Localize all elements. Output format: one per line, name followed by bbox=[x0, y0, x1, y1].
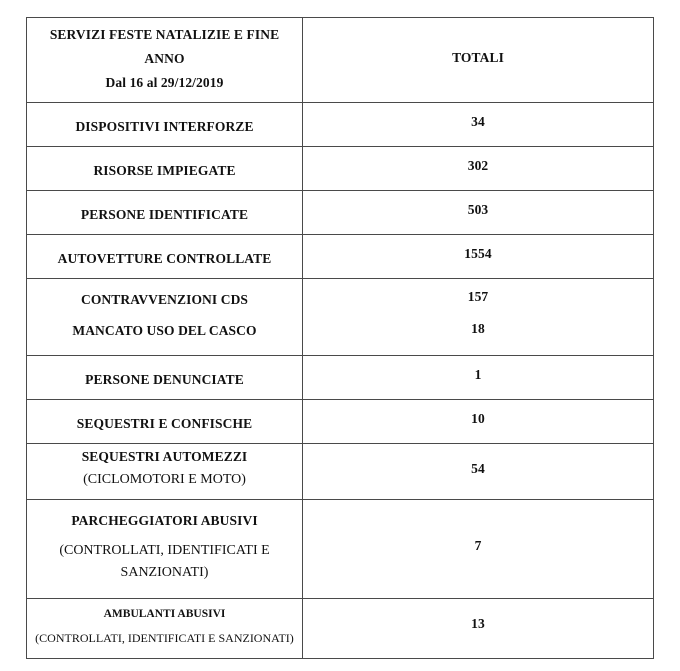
table-header-row bbox=[27, 18, 654, 103]
row-label-cell bbox=[27, 400, 303, 444]
row-label-cell bbox=[27, 147, 303, 191]
row-label: AMBULANTI ABUSIVI bbox=[103, 608, 226, 620]
row-value-cell bbox=[303, 279, 654, 356]
row-value-cell bbox=[303, 103, 654, 147]
row-value: 7 bbox=[474, 538, 482, 553]
row-label-cell bbox=[27, 500, 303, 599]
row-value: 157 bbox=[467, 289, 489, 304]
header-title-line-1: SERVIZI FESTE NATALIZIE E FINE bbox=[49, 27, 280, 42]
row-label-cell bbox=[27, 599, 303, 659]
table-row-persone-denunciate bbox=[27, 356, 654, 400]
row-sublabel-line-1: (CONTROLLATI, IDENTIFICATI E bbox=[59, 543, 270, 558]
row-value: 1 bbox=[474, 367, 482, 382]
row-value-cell bbox=[303, 400, 654, 444]
row-label: RISORSE IMPIEGATE bbox=[93, 163, 236, 178]
row-label-cell bbox=[27, 103, 303, 147]
row-label: CONTRAVVENZIONI CDS bbox=[80, 292, 249, 307]
table-row-dispositivi bbox=[27, 103, 654, 147]
header-title-line-2: ANNO bbox=[144, 51, 185, 66]
row-label: DISPOSITIVI INTERFORZE bbox=[75, 119, 254, 134]
row-value-cell bbox=[303, 147, 654, 191]
row-value-cell bbox=[303, 500, 654, 599]
table-row-ambulanti bbox=[27, 599, 654, 659]
row-label-cell bbox=[27, 356, 303, 400]
row-label: PERSONE IDENTIFICATE bbox=[80, 207, 249, 222]
row-label-cell bbox=[27, 444, 303, 500]
totals-header: TOTALI bbox=[452, 50, 504, 65]
header-title-cell bbox=[27, 18, 303, 103]
services-report-table bbox=[26, 17, 654, 659]
row-sublabel: (CICLOMOTORI E MOTO) bbox=[83, 472, 246, 487]
row-label: PARCHEGGIATORI ABUSIVI bbox=[71, 513, 258, 528]
row-label-secondary: MANCATO USO DEL CASCO bbox=[72, 323, 257, 338]
table-row-risorse bbox=[27, 147, 654, 191]
row-value: 302 bbox=[467, 158, 489, 173]
row-value: 1554 bbox=[464, 246, 492, 261]
row-value-cell bbox=[303, 191, 654, 235]
table-row-parcheggiatori bbox=[27, 500, 654, 599]
table-row-autovetture bbox=[27, 235, 654, 279]
row-value-cell bbox=[303, 599, 654, 659]
table-row-contravvenzioni bbox=[27, 279, 654, 356]
row-value-secondary: 18 bbox=[471, 321, 485, 336]
row-value: 54 bbox=[471, 461, 485, 476]
header-totals-cell bbox=[303, 18, 654, 103]
row-label: PERSONE DENUNCIATE bbox=[85, 372, 244, 387]
row-label: SEQUESTRI E CONFISCHE bbox=[76, 416, 253, 431]
row-label-cell bbox=[27, 279, 303, 356]
row-sublabel: (CONTROLLATI, IDENTIFICATI E SANZIONATI) bbox=[35, 631, 294, 645]
row-label: SEQUESTRI AUTOMEZZI bbox=[81, 449, 248, 464]
row-value: 13 bbox=[471, 616, 485, 631]
row-value-cell bbox=[303, 235, 654, 279]
row-value: 34 bbox=[471, 114, 485, 129]
row-label: AUTOVETTURE CONTROLLATE bbox=[57, 251, 272, 266]
row-value-cell bbox=[303, 444, 654, 500]
row-sublabel-line-2: SANZIONATI) bbox=[120, 565, 209, 580]
row-value-cell bbox=[303, 356, 654, 400]
row-label-cell bbox=[27, 235, 303, 279]
table-row-sequestri-automezzi bbox=[27, 444, 654, 500]
row-value: 503 bbox=[467, 202, 489, 217]
table-row-persone-identificate bbox=[27, 191, 654, 235]
row-label-cell bbox=[27, 191, 303, 235]
table-row-sequestri-confische bbox=[27, 400, 654, 444]
header-date-range: Dal 16 al 29/12/2019 bbox=[105, 75, 224, 90]
row-value: 10 bbox=[471, 411, 485, 426]
